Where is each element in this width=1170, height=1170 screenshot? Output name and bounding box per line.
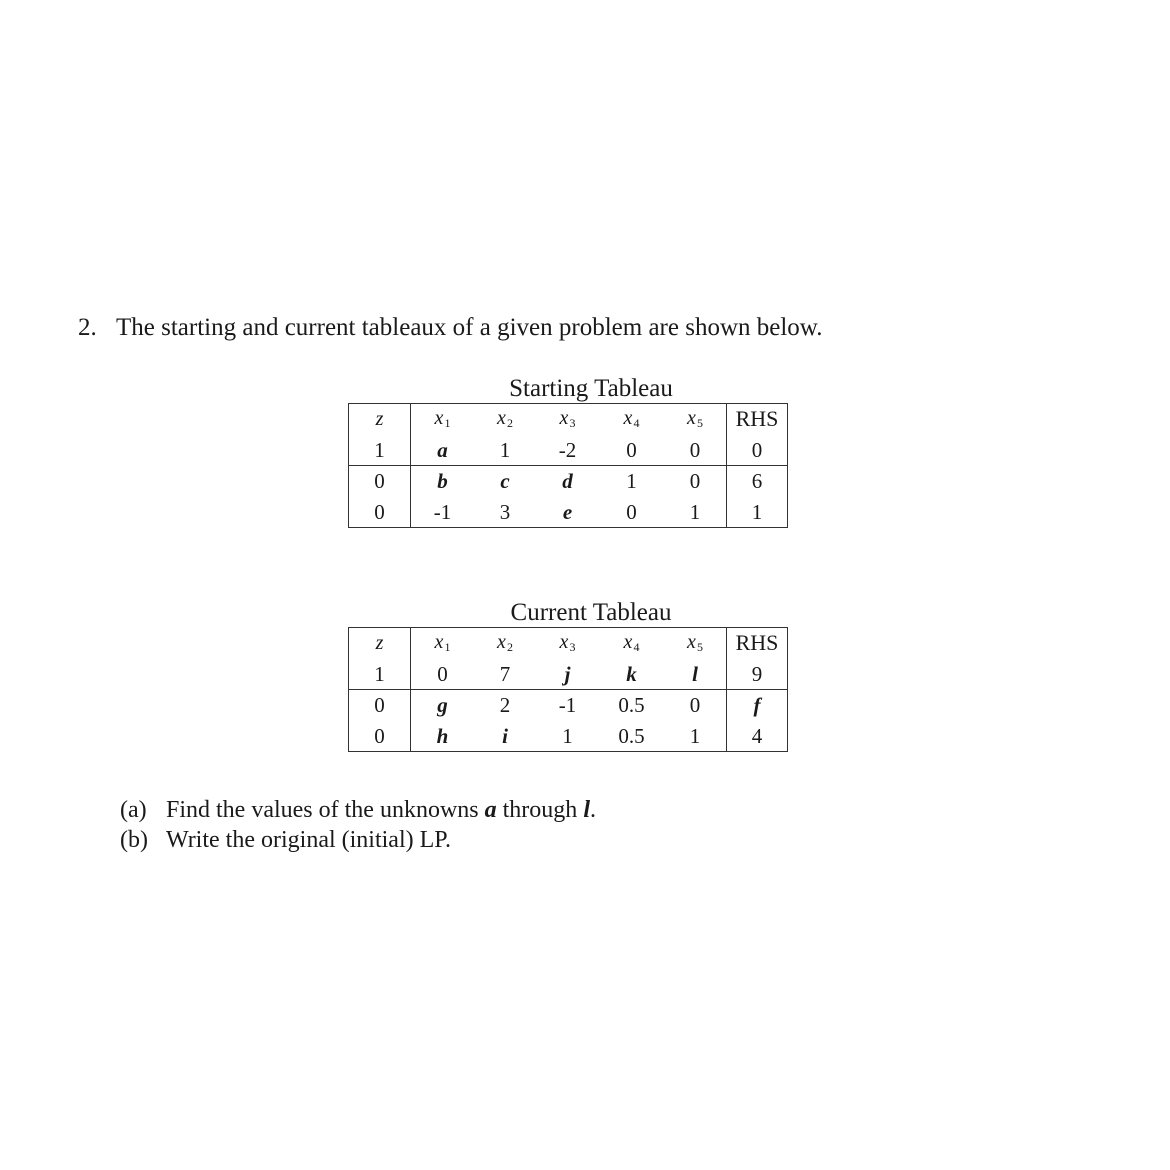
header-x2: $x_2$ xyxy=(475,404,536,435)
table-cell: -1 xyxy=(558,692,577,717)
header-x3: $x_3$ xyxy=(536,404,600,435)
table-cell: 0 xyxy=(349,497,411,528)
table-row xyxy=(349,659,788,690)
unknown-cell: c xyxy=(500,468,510,493)
table-cell: 1 xyxy=(664,497,727,528)
header-x3: $x_3$ xyxy=(536,628,600,659)
current-header-row xyxy=(349,628,788,659)
unknown-cell: f xyxy=(727,690,788,721)
part-b: (b) Write the original (initial) LP. xyxy=(120,827,451,853)
table-cell: 9 xyxy=(727,659,788,690)
question-number: 2. xyxy=(78,314,97,341)
table-cell: -1 xyxy=(411,497,475,528)
table-cell: 0 xyxy=(349,466,411,497)
unknown-cell: k xyxy=(600,659,664,690)
table-cell: 2 xyxy=(499,692,511,717)
table-row xyxy=(349,466,788,497)
starting-tableau xyxy=(348,403,788,528)
unknown-cell: b xyxy=(437,468,448,493)
table-cell: 1 xyxy=(727,497,788,528)
table-cell: 0 xyxy=(600,497,664,528)
starting-header-row xyxy=(349,404,788,435)
table-cell: 0 xyxy=(411,659,475,690)
table-row xyxy=(349,721,788,752)
unknown-cell: e xyxy=(536,497,600,528)
table-cell: 0 xyxy=(349,721,411,752)
header-z: z xyxy=(349,404,411,435)
table-cell: -2 xyxy=(536,435,600,466)
unknown-cell: l xyxy=(664,659,727,690)
header-x4: $x_4$ xyxy=(600,404,664,435)
unknown-cell: i xyxy=(475,721,536,752)
table-cell: 1 xyxy=(349,659,411,690)
table-cell: 0.5 xyxy=(618,692,645,717)
table-cell: 1 xyxy=(475,435,536,466)
header-rhs: RHS xyxy=(727,628,788,659)
table-cell: 0 xyxy=(727,435,788,466)
unknown-cell: d xyxy=(562,468,573,493)
part-b-label: (b) xyxy=(120,827,148,853)
table-cell: 6 xyxy=(727,466,788,497)
table-cell: 1 xyxy=(626,468,637,493)
part-a: (a) Find the values of the unknowns a through l. xyxy=(120,797,596,823)
table-cell: 1 xyxy=(349,435,411,466)
header-x5: $x_5$ xyxy=(664,404,727,435)
table-row xyxy=(349,690,788,721)
table-row xyxy=(349,497,788,528)
header-x2: $x_2$ xyxy=(475,628,536,659)
header-x5: $x_5$ xyxy=(664,628,727,659)
current-tableau-title: Current Tableau xyxy=(510,599,672,626)
unknown-cell: h xyxy=(411,721,475,752)
header-x1: $x_1$ xyxy=(411,628,475,659)
header-x4: $x_4$ xyxy=(600,628,664,659)
table-row xyxy=(349,435,788,466)
current-tableau xyxy=(348,627,788,752)
question xyxy=(78,314,822,342)
table-cell: 1 xyxy=(664,721,727,752)
starting-tableau-title: Starting Tableau xyxy=(509,375,673,402)
table-cell: 0 xyxy=(664,466,727,497)
question-parts xyxy=(120,795,596,855)
table-cell: 0 xyxy=(600,435,664,466)
unknown-cell: j xyxy=(536,659,600,690)
question-text: The starting and current tableaux of a given problem are shown below. xyxy=(116,314,823,341)
table-cell: 0 xyxy=(664,435,727,466)
table-cell: 7 xyxy=(475,659,536,690)
header-x1: $x_1$ xyxy=(411,404,475,435)
table-cell: 1 xyxy=(536,721,600,752)
header-z: z xyxy=(349,628,411,659)
part-a-label: (a) xyxy=(120,797,147,823)
table-cell: 0.5 xyxy=(600,721,664,752)
header-rhs: RHS xyxy=(727,404,788,435)
table-cell: 0 xyxy=(349,690,411,721)
unknown-cell: g xyxy=(437,692,448,717)
unknown-cell: a xyxy=(411,435,475,466)
table-cell: 3 xyxy=(475,497,536,528)
table-cell: 0 xyxy=(664,690,727,721)
table-cell: 4 xyxy=(727,721,788,752)
